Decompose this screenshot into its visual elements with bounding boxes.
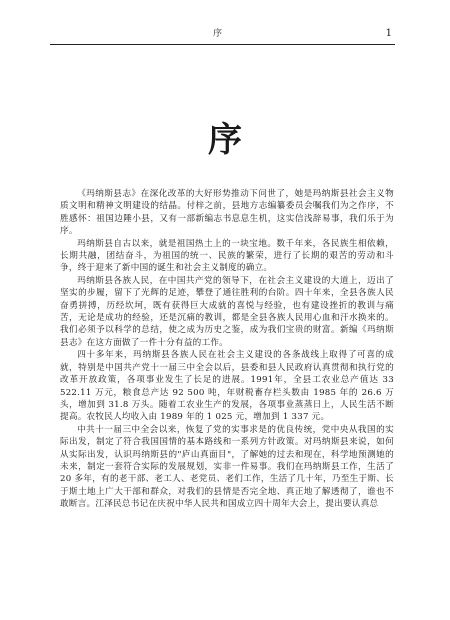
body-text (60, 188, 394, 511)
paragraph: 玛纳斯县自古以来，就是祖国热土上的一块宝地。数千年来，各民族生相依赖，长期共融，团结奋斗，为祖国的统一、民族的繁荣，进行了长期的艰苦的劳动和斗争，终于迎来了新中国的诞生和社会主义制度的确立。 (60, 238, 394, 274)
paragraph: 四十多年来，玛纳斯县各族人民在社会主义建设的各条战线上取得了可喜的成就，特别是中国共产党十一届三中全会以后，县委和县人民政府认真贯彻和执行党的改革开放政策，各项事业发生了长足的进展。1991年，全县工农业总产值达 33 522.11 万元，粮食总产达 92 500 吨，年财税畜存栏头数由 1985 年的 26.6 万头，增加到 31.8 万头。随着工农业生产的发展，各项事业蒸蒸日上，人民生活不断提高。农牧民人均收入由 1989 年的 1 025 元，增加到 1 337 元。 (60, 350, 394, 423)
page-number: 1 (385, 28, 392, 39)
paragraph: 中共十一届三中全会以来，恢复了党的实事求是的优良传统，党中央从我国的实际出发，制定了符合我国国情的基本路线和一系列方针政策。对玛纳斯县来说，如何从实际出发，认识玛纳斯县的"庐山真面目"，了解她的过去和现在，科学地预测她的未来，制定一套符合实际的发展规划，实非一件易事。我们在玛纳斯县工作，生活了 20 多年，有的老干部、老工人、老党员、老们工作，生活了几十年，乃至生于斯、长于斯土地上广大干部和群众，对我们的县情是否完全地、真正地了解透彻了，谁也不敢断言。江泽民总书记在庆祝中华人民共和国成立四十周年大会上，提出要认真总 (60, 424, 394, 510)
running-header (0, 28, 450, 42)
chapter-title: 序 (208, 120, 242, 160)
header-rule (50, 44, 395, 45)
running-title: 序 (213, 29, 224, 39)
paragraph: 玛纳斯县各族人民，在中国共产党的领导下，在社会主义建设的大道上，迈出了坚实的步履，留下了光辉的足迹，攀登了通往胜利的台阶。四十年来，全县各族人民奋勇拼搏，历经坎坷，既有获得巨大成就的喜悦与经验，也有建设挫折的教训与痛苦，无论是成功的经验，还是沉痛的教训，都是全县各族人民用心血和汗水换来的。我们必须予以科学的总结，使之成为历史之鉴，成为我们宝贵的财富。新编《玛纳斯县志》在这方面做了一件十分有益的工作。 (60, 275, 394, 348)
paragraph: 《玛纳斯县志》在深化改革的大好形势推动下问世了，她是玛纳斯县社会主义物质文明和精神文明建设的结晶。付梓之前，县地方志编纂委员会嘱我们为之作序，不胜感怀：祖国边陲小县，又有一部新编志书息息生机，这实信浅辞易事，我们乐于为序。 (60, 189, 394, 237)
